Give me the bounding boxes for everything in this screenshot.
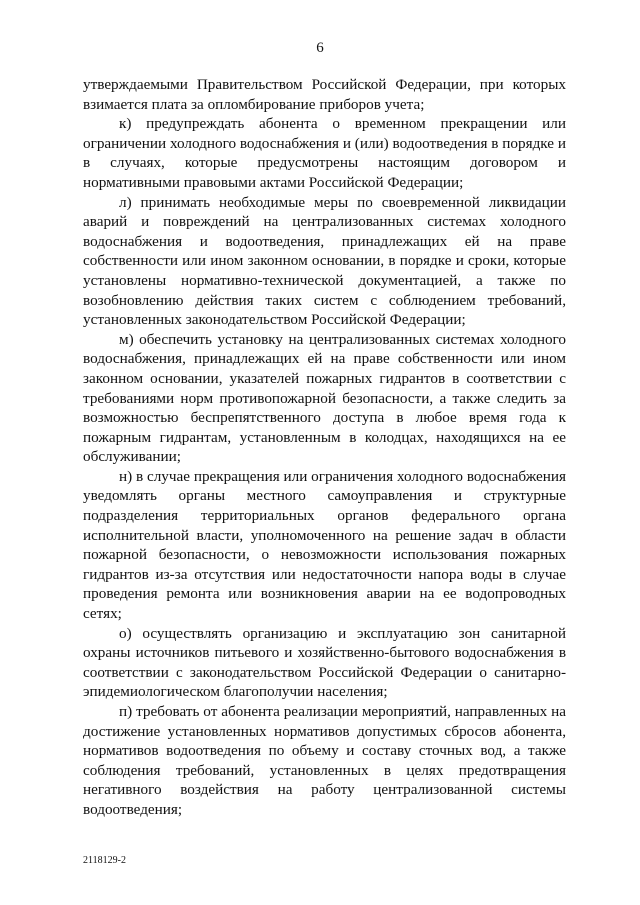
paragraph-item-k: к) предупреждать абонента о временном прекращении или ограничении холодного водоснабжения и (или) водоотведения в порядке и в случаях, которые предусмотрены настоящим договором и нормативными правовыми актами Российской Федерации; [83,115,566,191]
paragraph-item-m: м) обеспечить установку на централизованных системах холодного водоснабжения, принадлежащих ей на праве собственности или ином законном основании, указателей пожарных гидрантов в соответствии с требованиями норм противопожарной безопасности, а также следить за возможностью беспрепятственного доступа в любое время года к пожарным гидрантам, установленным в колодцах, находящихся на ее обслуживании; [83,330,566,466]
page-number: 6 [316,40,324,56]
paragraph-item-n: н) в случае прекращения или ограничения холодного водоснабжения уведомлять органы местного самоуправления и структурные подразделения территориальных органов федерального органа исполнительной власти, уполномоченного на решение задач в области пожарной безопасности, о невозможности использования пожарных гидрантов из-за отсутствия или недостаточности напора воды в случае проведения ремонта или возникновения аварии на ее водопроводных сетях; [83,467,566,623]
paragraph-continuation: утверждаемыми Правительством Российской Федерации, при которых взимается плата за опломбирование приборов учета; [83,76,566,113]
paragraph-item-o: о) осуществлять организацию и эксплуатацию зон санитарной охраны источников питьевого и хозяйственно-бытового водоснабжения в соответствии с законодательством Российской Федерации о санитарно-эпидемиологическом благополучии населения; [83,624,566,701]
paragraph-item-l: л) принимать необходимые меры по своевременной ликвидации аварий и повреждений на централизованных системах холодного водоснабжения и водоотведения, принадлежащих ей на праве собственности или ином законном основании, в порядке и сроки, которые установлены нормативно-технической документацией, а также по возобновлению действия таких систем с соблюдением требований, установленных законодательством Российской Федерации; [83,193,566,329]
paragraph-item-p: п) требовать от абонента реализации мероприятий, направленных на достижение установленных нормативов допустимых сбросов абонента, нормативов водоотведения по объему и составу сточных вод, а также соблюдения требований, установленных в целях предотвращения негативного воздействия на работу централизованной системы водоотведения; [83,703,566,818]
document-body [83,75,566,820]
document-footer-code: 2118129-2 [83,855,126,866]
